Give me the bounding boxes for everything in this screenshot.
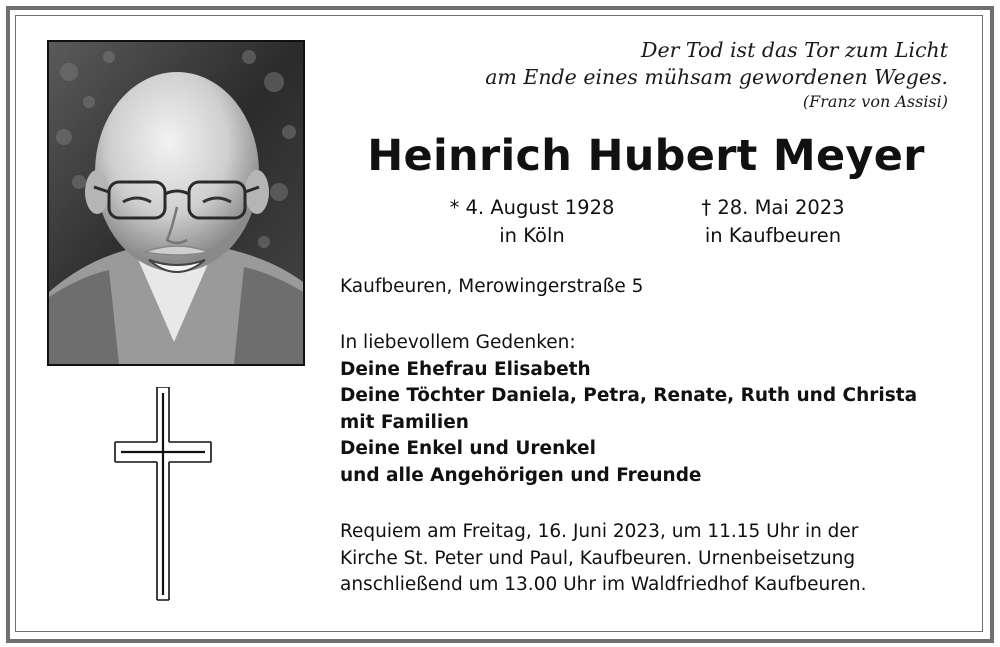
death-date: † 28. Mai 2023 (701, 196, 845, 219)
quote-source: (Franz von Assisi) (802, 92, 948, 111)
mourners-list (340, 330, 960, 489)
mourner-line: und alle Angehörigen und Freunde (340, 464, 702, 486)
address: Kaufbeuren, Merowingerstraße 5 (340, 276, 644, 297)
mourner-line: Deine Ehefrau Elisabeth (340, 358, 591, 380)
quote-line-1: Der Tod ist das Tor zum Licht (641, 38, 948, 62)
birth-date: * 4. August 1928 (449, 196, 615, 219)
service-line: Requiem am Freitag, 16. Juni 2023, um 11.15 Uhr in der (340, 521, 859, 542)
memorial-quote (388, 37, 948, 113)
mourner-line: Deine Enkel und Urenkel (340, 438, 596, 459)
death-place: in Kaufbeuren (704, 224, 842, 247)
quote-line-2: am Ende eines mühsam gewordenen Weges. (485, 65, 948, 89)
birth-info (402, 194, 662, 250)
cross-icon (113, 387, 213, 606)
service-line: anschließend um 13.00 Uhr im Waldfriedhof Kaufbeuren. (340, 574, 867, 595)
death-info (643, 194, 903, 250)
deceased-name: Heinrich Hubert Meyer (367, 131, 925, 181)
service-info (340, 519, 960, 599)
mourner-line: mit Familien (340, 411, 469, 433)
portrait-photo (47, 40, 305, 366)
mourner-line: Deine Töchter Daniela, Petra, Renate, Ruth und Christa (340, 385, 918, 406)
mourners-intro: In liebevollem Gedenken: (340, 332, 576, 353)
birth-place: in Köln (499, 224, 565, 247)
service-line: Kirche St. Peter und Paul, Kaufbeuren. Urnenbeisetzung (340, 547, 856, 569)
